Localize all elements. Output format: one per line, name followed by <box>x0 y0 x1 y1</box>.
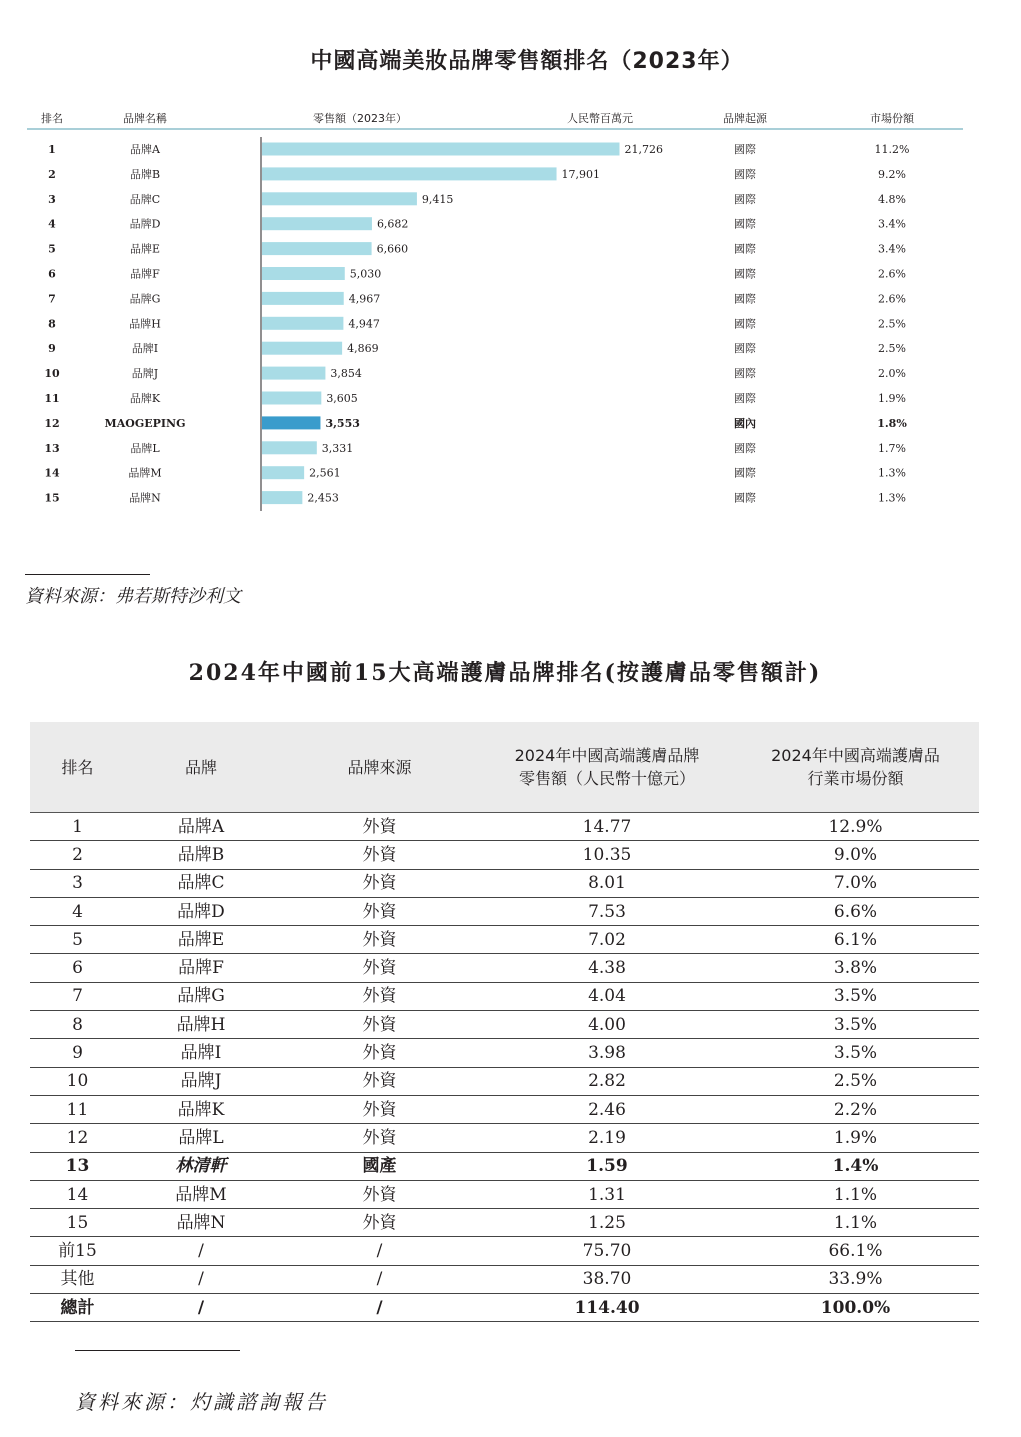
chart-row <box>48 341 906 355</box>
origin-label: 國際 <box>734 441 756 455</box>
chart-row <box>44 416 907 430</box>
table-row <box>30 1152 979 1180</box>
rank-cell: 14 <box>30 1180 125 1208</box>
origin-cell: 外資 <box>277 1180 482 1208</box>
table-row <box>30 869 979 897</box>
chart-title: 中國高端美妝品牌零售額排名（2023年） <box>310 49 744 74</box>
brand-cell: 品牌K <box>125 1095 277 1123</box>
bar-value-label: 4,869 <box>347 342 379 356</box>
table-row <box>30 1294 979 1322</box>
origin-cell: 外資 <box>277 1095 482 1123</box>
table-row <box>30 1237 979 1265</box>
origin-cell: 外資 <box>277 869 482 897</box>
bar-value-label: 6,682 <box>376 217 409 231</box>
share-label: 2.6% <box>878 267 906 281</box>
brand-label: 品牌L <box>130 441 160 455</box>
bar <box>262 342 342 355</box>
origin-cell: 國產 <box>277 1152 482 1180</box>
rank-cell: 9 <box>30 1039 125 1067</box>
origin-label: 國內 <box>734 416 756 430</box>
share-cell: 2.5% <box>732 1067 979 1095</box>
rank-label: 8 <box>48 317 56 331</box>
rank-cell: 1 <box>30 813 125 841</box>
bar <box>262 167 557 180</box>
origin-label: 國際 <box>734 292 756 306</box>
rank-label: 7 <box>48 292 56 306</box>
origin-cell: 外資 <box>277 1209 482 1237</box>
rank-cell: 總計 <box>30 1294 125 1322</box>
table-row <box>30 1067 979 1095</box>
share-label: 1.3% <box>878 466 906 480</box>
rank-label: 15 <box>44 491 60 505</box>
sales-cell: 2.46 <box>482 1095 732 1123</box>
bar-value-label: 6,660 <box>376 242 409 256</box>
origin-label: 國際 <box>734 267 756 281</box>
chart-header-origin: 品牌起源 <box>723 112 767 125</box>
origin-cell: 外資 <box>277 1011 482 1039</box>
share-cell: 2.2% <box>732 1095 979 1123</box>
share-label: 11.2% <box>874 143 910 156</box>
origin-cell: / <box>277 1265 482 1293</box>
origin-cell: 外資 <box>277 982 482 1010</box>
sales-cell: 4.00 <box>482 1011 732 1039</box>
bar <box>262 292 344 305</box>
share-cell: 3.5% <box>732 1039 979 1067</box>
share-cell: 7.0% <box>732 869 979 897</box>
rank-label: 6 <box>48 267 56 281</box>
sales-cell: 114.40 <box>482 1294 732 1322</box>
rank-cell: 5 <box>30 926 125 954</box>
table-source-note: 資料來源：灼識諮詢報告 <box>75 1390 328 1414</box>
retail-sales-bar-chart <box>0 0 1021 560</box>
rank-cell: 2 <box>30 841 125 869</box>
bar <box>262 367 325 380</box>
table-row <box>30 1039 979 1067</box>
sales-cell: 1.25 <box>482 1209 732 1237</box>
header-brand: 品牌 <box>125 722 277 813</box>
rank-cell: 7 <box>30 982 125 1010</box>
rank-label: 10 <box>44 367 60 381</box>
brand-cell: 品牌I <box>125 1039 277 1067</box>
share-label: 1.3% <box>878 491 906 505</box>
origin-label: 國際 <box>734 392 756 405</box>
source-divider <box>25 574 150 575</box>
bar <box>262 217 372 230</box>
rank-cell: 10 <box>30 1067 125 1095</box>
chart-row <box>44 491 906 505</box>
brand-cell: 品牌F <box>125 954 277 982</box>
skincare-ranking-table <box>30 722 979 1322</box>
bar-value-label: 4,967 <box>348 292 381 306</box>
origin-cell: 外資 <box>277 926 482 954</box>
table-row <box>30 982 979 1010</box>
table-row <box>30 954 979 982</box>
bar <box>262 267 345 280</box>
brand-label: 品牌G <box>129 292 161 306</box>
brand-cell: 品牌B <box>125 841 277 869</box>
rank-cell: 前15 <box>30 1237 125 1265</box>
brand-label: MAOGEPING <box>104 416 186 430</box>
brand-cell: / <box>125 1294 277 1322</box>
brand-label: 品牌N <box>129 491 161 505</box>
brand-label: 品牌I <box>131 342 159 356</box>
sales-cell: 1.59 <box>482 1152 732 1180</box>
share-label: 2.5% <box>878 342 906 356</box>
bar-value-label: 2,561 <box>309 466 341 480</box>
share-cell: 3.5% <box>732 1011 979 1039</box>
chart-row <box>44 466 906 480</box>
share-cell: 3.8% <box>732 954 979 982</box>
brand-cell: 品牌C <box>125 869 277 897</box>
bar-value-label: 5,030 <box>349 267 382 281</box>
rank-label: 14 <box>44 466 60 480</box>
bar-value-label: 3,854 <box>330 367 362 381</box>
rank-label: 13 <box>44 441 60 455</box>
brand-label: 品牌H <box>129 317 161 331</box>
bar <box>262 441 317 454</box>
brand-cell: / <box>125 1265 277 1293</box>
origin-cell: 外資 <box>277 1067 482 1095</box>
table-row <box>30 841 979 869</box>
rank-label: 9 <box>48 342 56 356</box>
bar <box>262 466 304 479</box>
rank-cell: 6 <box>30 954 125 982</box>
share-label: 2.6% <box>878 292 906 306</box>
share-label: 3.4% <box>878 242 906 256</box>
share-cell: 9.0% <box>732 841 979 869</box>
origin-cell: 外資 <box>277 1124 482 1152</box>
header-sales-line1: 2024年中國高端護膚品牌 <box>514 746 700 765</box>
share-cell: 6.1% <box>732 926 979 954</box>
table-title: 2024年中國前15大高端護膚品牌排名(按護膚品零售額計) <box>188 660 822 686</box>
bar-value-label: 9,415 <box>421 192 454 206</box>
share-label: 4.8% <box>878 192 906 206</box>
origin-label: 國際 <box>734 491 756 505</box>
origin-cell: / <box>277 1294 482 1322</box>
bar-value-label: 3,553 <box>325 416 360 430</box>
rank-cell: 8 <box>30 1011 125 1039</box>
table-row <box>30 1209 979 1237</box>
table-row <box>30 1265 979 1293</box>
brand-cell: 品牌N <box>125 1209 277 1237</box>
chart-header-share: 市場份額 <box>870 112 914 125</box>
rank-label: 2 <box>48 167 56 181</box>
chart-source-note: 資料來源：弗若斯特沙利文 <box>25 586 241 607</box>
sales-cell: 8.01 <box>482 869 732 897</box>
bar <box>262 143 619 156</box>
bar-value-label: 3,331 <box>321 441 354 455</box>
sales-cell: 3.98 <box>482 1039 732 1067</box>
chart-row <box>48 192 906 206</box>
brand-cell: 品牌L <box>125 1124 277 1152</box>
sales-cell: 7.53 <box>482 897 732 925</box>
origin-label: 國際 <box>734 167 756 181</box>
chart-header-unit: 人民幣百萬元 <box>567 112 633 125</box>
brand-cell: 品牌J <box>125 1067 277 1095</box>
header-sales-line2: 零售額（人民幣十億元） <box>518 769 695 788</box>
header-share <box>732 722 979 813</box>
share-cell: 1.1% <box>732 1180 979 1208</box>
bar <box>262 416 320 429</box>
rank-label: 1 <box>48 143 56 156</box>
brand-label: 品牌D <box>129 217 161 231</box>
share-label: 9.2% <box>878 167 906 181</box>
table-header-row <box>30 722 979 813</box>
brand-label: 品牌A <box>130 143 160 156</box>
chart-row <box>48 142 909 156</box>
origin-label: 國際 <box>734 217 756 231</box>
brand-label: 品牌J <box>131 367 159 381</box>
rank-label: 11 <box>44 392 60 405</box>
share-label: 2.0% <box>878 367 906 381</box>
rank-label: 12 <box>44 416 60 430</box>
sales-cell: 14.77 <box>482 813 732 841</box>
origin-label: 國際 <box>734 317 756 331</box>
brand-cell: / <box>125 1237 277 1265</box>
chart-row <box>48 316 906 330</box>
sales-cell: 2.82 <box>482 1067 732 1095</box>
brand-cell: 品牌A <box>125 813 277 841</box>
share-cell: 1.9% <box>732 1124 979 1152</box>
origin-label: 國際 <box>734 143 756 156</box>
chart-row <box>48 167 906 181</box>
share-cell: 12.9% <box>732 813 979 841</box>
sales-cell: 10.35 <box>482 841 732 869</box>
sales-cell: 7.02 <box>482 926 732 954</box>
share-cell: 66.1% <box>732 1237 979 1265</box>
brand-label: 品牌E <box>129 242 161 256</box>
bar-value-label: 3,605 <box>326 392 358 405</box>
origin-cell: 外資 <box>277 813 482 841</box>
table-row <box>30 1011 979 1039</box>
chart-row <box>48 267 906 281</box>
source-divider <box>75 1350 240 1351</box>
bar <box>262 317 343 330</box>
rank-cell: 3 <box>30 869 125 897</box>
chart-row <box>48 291 906 305</box>
origin-cell: 外資 <box>277 897 482 925</box>
share-label: 3.4% <box>878 217 906 231</box>
origin-cell: 外資 <box>277 954 482 982</box>
table-row <box>30 897 979 925</box>
sales-cell: 4.38 <box>482 954 732 982</box>
bar <box>262 491 302 504</box>
bar <box>262 242 372 255</box>
chart-row <box>44 391 906 405</box>
chart-row <box>48 242 906 256</box>
table-row <box>30 1180 979 1208</box>
bar-value-label: 21,726 <box>624 143 663 156</box>
table-row <box>30 1095 979 1123</box>
table-row <box>30 813 979 841</box>
rank-label: 4 <box>48 217 56 231</box>
chart-row <box>48 217 906 231</box>
header-sales <box>482 722 732 813</box>
share-label: 2.5% <box>878 317 906 331</box>
share-cell: 6.6% <box>732 897 979 925</box>
share-label: 1.8% <box>877 416 907 430</box>
origin-label: 國際 <box>734 242 756 256</box>
origin-label: 國際 <box>734 192 756 206</box>
share-cell: 100.0% <box>732 1294 979 1322</box>
chart-header-rank: 排名 <box>41 112 63 125</box>
chart-header-brand: 品牌名稱 <box>123 112 167 125</box>
header-rank: 排名 <box>30 722 125 813</box>
rank-cell: 4 <box>30 897 125 925</box>
bar-value-label: 2,453 <box>307 491 339 505</box>
sales-cell: 38.70 <box>482 1265 732 1293</box>
header-share-line2: 行業市場份額 <box>807 769 904 788</box>
table-row <box>30 926 979 954</box>
bar-value-label: 4,947 <box>348 317 380 331</box>
origin-cell: 外資 <box>277 841 482 869</box>
brand-cell: 品牌M <box>125 1180 277 1208</box>
rank-cell: 13 <box>30 1152 125 1180</box>
origin-label: 國際 <box>734 342 756 356</box>
brand-label: 品牌M <box>128 466 162 480</box>
brand-cell: 品牌E <box>125 926 277 954</box>
brand-cell: 品牌D <box>125 897 277 925</box>
sales-cell: 4.04 <box>482 982 732 1010</box>
share-label: 1.7% <box>878 441 906 455</box>
rank-cell: 其他 <box>30 1265 125 1293</box>
rank-cell: 12 <box>30 1124 125 1152</box>
brand-cell: 品牌H <box>125 1011 277 1039</box>
bar-value-label: 17,901 <box>561 167 601 181</box>
table-row <box>30 1124 979 1152</box>
brand-label: 品牌B <box>129 167 161 181</box>
share-cell: 1.4% <box>732 1152 979 1180</box>
chart-row <box>44 366 906 380</box>
rank-label: 5 <box>48 242 56 256</box>
origin-cell: 外資 <box>277 1039 482 1067</box>
brand-label: 品牌F <box>130 267 160 281</box>
share-cell: 3.5% <box>732 982 979 1010</box>
origin-label: 國際 <box>734 367 756 381</box>
brand-label: 品牌C <box>129 192 161 206</box>
brand-cell: 品牌G <box>125 982 277 1010</box>
sales-cell: 1.31 <box>482 1180 732 1208</box>
header-share-line1: 2024年中國高端護膚品 <box>771 746 940 765</box>
bar <box>262 192 417 205</box>
share-label: 1.9% <box>878 392 906 405</box>
share-cell: 33.9% <box>732 1265 979 1293</box>
sales-cell: 75.70 <box>482 1237 732 1265</box>
brand-cell: 林清軒 <box>125 1152 277 1180</box>
header-origin: 品牌來源 <box>277 722 482 813</box>
origin-cell: / <box>277 1237 482 1265</box>
rank-cell: 11 <box>30 1095 125 1123</box>
origin-label: 國際 <box>734 466 756 480</box>
chart-row <box>44 441 906 455</box>
bar <box>262 392 321 405</box>
rank-label: 3 <box>48 192 56 206</box>
brand-label: 品牌K <box>129 392 161 405</box>
share-cell: 1.1% <box>732 1209 979 1237</box>
sales-cell: 2.19 <box>482 1124 732 1152</box>
chart-header-sales: 零售額（2023年） <box>313 112 407 125</box>
rank-cell: 15 <box>30 1209 125 1237</box>
